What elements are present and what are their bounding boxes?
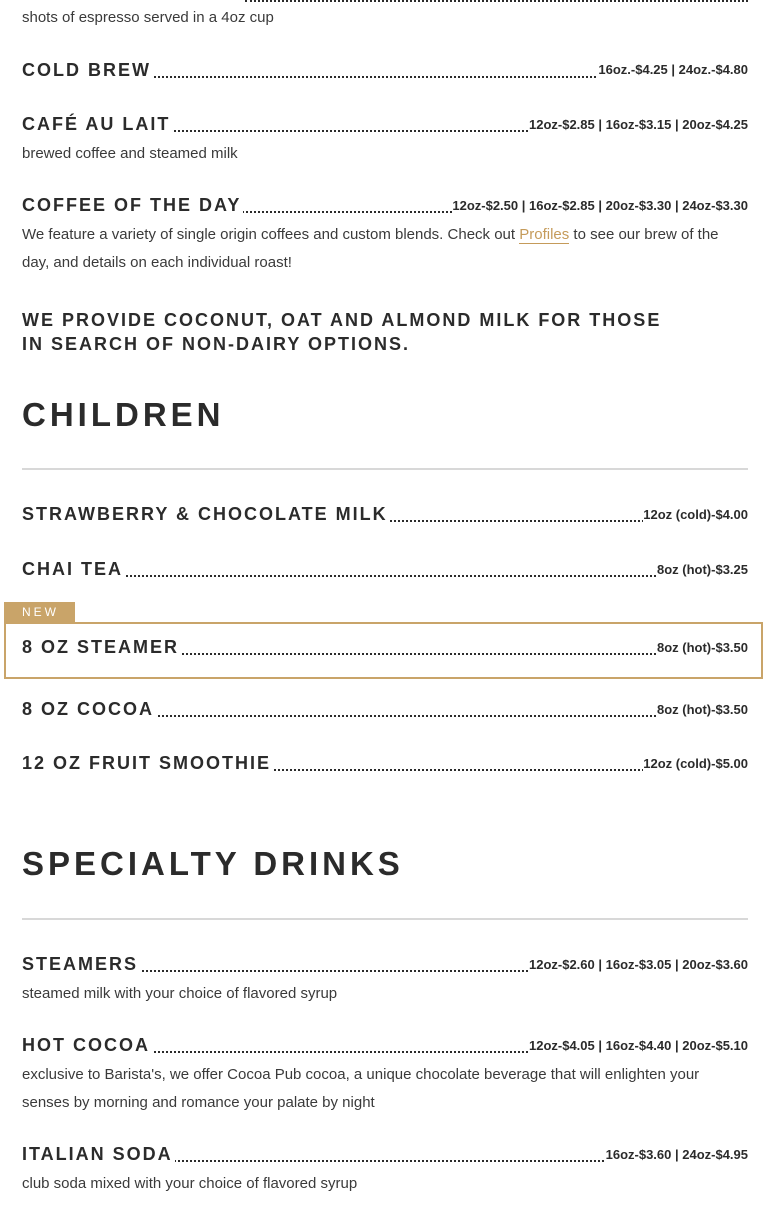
menu-item-strawberry-chocolate-milk — [22, 498, 748, 528]
item-name: 12 OZ FRUIT SMOOTHIE — [22, 753, 272, 773]
item-name: ITALIAN SODA — [22, 1144, 173, 1164]
item-price: 12oz (cold)-$4.00 — [643, 507, 748, 522]
section-title-children: CHILDREN — [22, 396, 225, 433]
item-price: 12oz-$4.05 | 16oz-$4.40 | 20oz-$5.10 — [528, 1038, 748, 1053]
item-price: 8oz (hot)-$3.50 — [656, 640, 748, 655]
item-name: STRAWBERRY & CHOCOLATE MILK — [22, 504, 388, 524]
menu-item-cold-brew — [22, 54, 748, 84]
coffee-of-the-day-description — [22, 221, 748, 277]
menu-item-cafe-au-lait — [22, 108, 748, 138]
menu-item-8oz-cocoa — [22, 693, 748, 723]
new-badge: NEW — [4, 602, 75, 622]
partial-item-dots — [245, 0, 748, 2]
item-price: 12oz-$2.60 | 16oz-$3.05 | 20oz-$3.60 — [528, 957, 748, 972]
description-text: We feature a variety of single origin coffees and custom blends. Check out — [22, 226, 520, 243]
item-name: COFFEE OF THE DAY — [22, 195, 242, 215]
section-divider — [22, 918, 748, 920]
item-name: 8 OZ STEAMER — [22, 637, 180, 657]
espresso-description: shots of espresso served in a 4oz cup — [22, 9, 274, 26]
italian-soda-description: club soda mixed with your choice of flavored syrup — [22, 1175, 358, 1192]
profiles-link[interactable]: Profiles — [519, 226, 570, 243]
item-price: 12oz-$2.85 | 16oz-$3.15 | 20oz-$4.25 — [528, 117, 748, 132]
menu-item-12oz-fruit-smoothie — [22, 747, 748, 777]
menu-item-chai-tea — [22, 553, 748, 583]
item-name: CAFÉ AU LAIT — [22, 114, 171, 134]
item-name: COLD BREW — [22, 60, 151, 80]
non-dairy-notice: WE PROVIDE COCONUT, OAT AND ALMOND MILK FOR THOSE IN SEARCH OF NON-DAIRY OPTIONS. — [22, 310, 662, 354]
item-price: 12oz (cold)-$5.00 — [643, 756, 748, 771]
item-name: CHAI TEA — [22, 559, 123, 579]
section-title-specialty-drinks: SPECIALTY DRINKS — [22, 845, 404, 882]
menu-item-8oz-steamer — [22, 631, 748, 661]
leader-dots — [22, 575, 748, 577]
menu-item-steamers — [22, 948, 748, 978]
description-text: to see our brew of the day, and details on each individual roast! — [22, 226, 719, 271]
item-price: 8oz (hot)-$3.50 — [656, 702, 748, 717]
item-name: 8 OZ COCOA — [22, 699, 155, 719]
menu-item-coffee-of-the-day — [22, 189, 748, 219]
item-price: 8oz (hot)-$3.25 — [656, 562, 748, 577]
item-price: 16oz-$3.60 | 24oz-$4.95 — [605, 1147, 748, 1162]
cafe-au-lait-description: brewed coffee and steamed milk — [22, 145, 238, 162]
item-name: HOT COCOA — [22, 1035, 150, 1055]
steamers-description: steamed milk with your choice of flavored syrup — [22, 985, 338, 1002]
item-name: STEAMERS — [22, 954, 139, 974]
section-divider — [22, 468, 748, 470]
item-price: 12oz-$2.50 | 16oz-$2.85 | 20oz-$3.30 | 24oz-$3.30 — [452, 198, 748, 213]
menu-item-hot-cocoa — [22, 1029, 748, 1059]
menu-item-italian-soda — [22, 1138, 748, 1168]
item-price: 16oz.-$4.25 | 24oz.-$4.80 — [598, 62, 748, 77]
hot-cocoa-description: exclusive to Barista's, we offer Cocoa Pub cocoa, a unique chocolate beverage that will enlighten your senses by morning and romance your palate by night — [22, 1066, 700, 1111]
